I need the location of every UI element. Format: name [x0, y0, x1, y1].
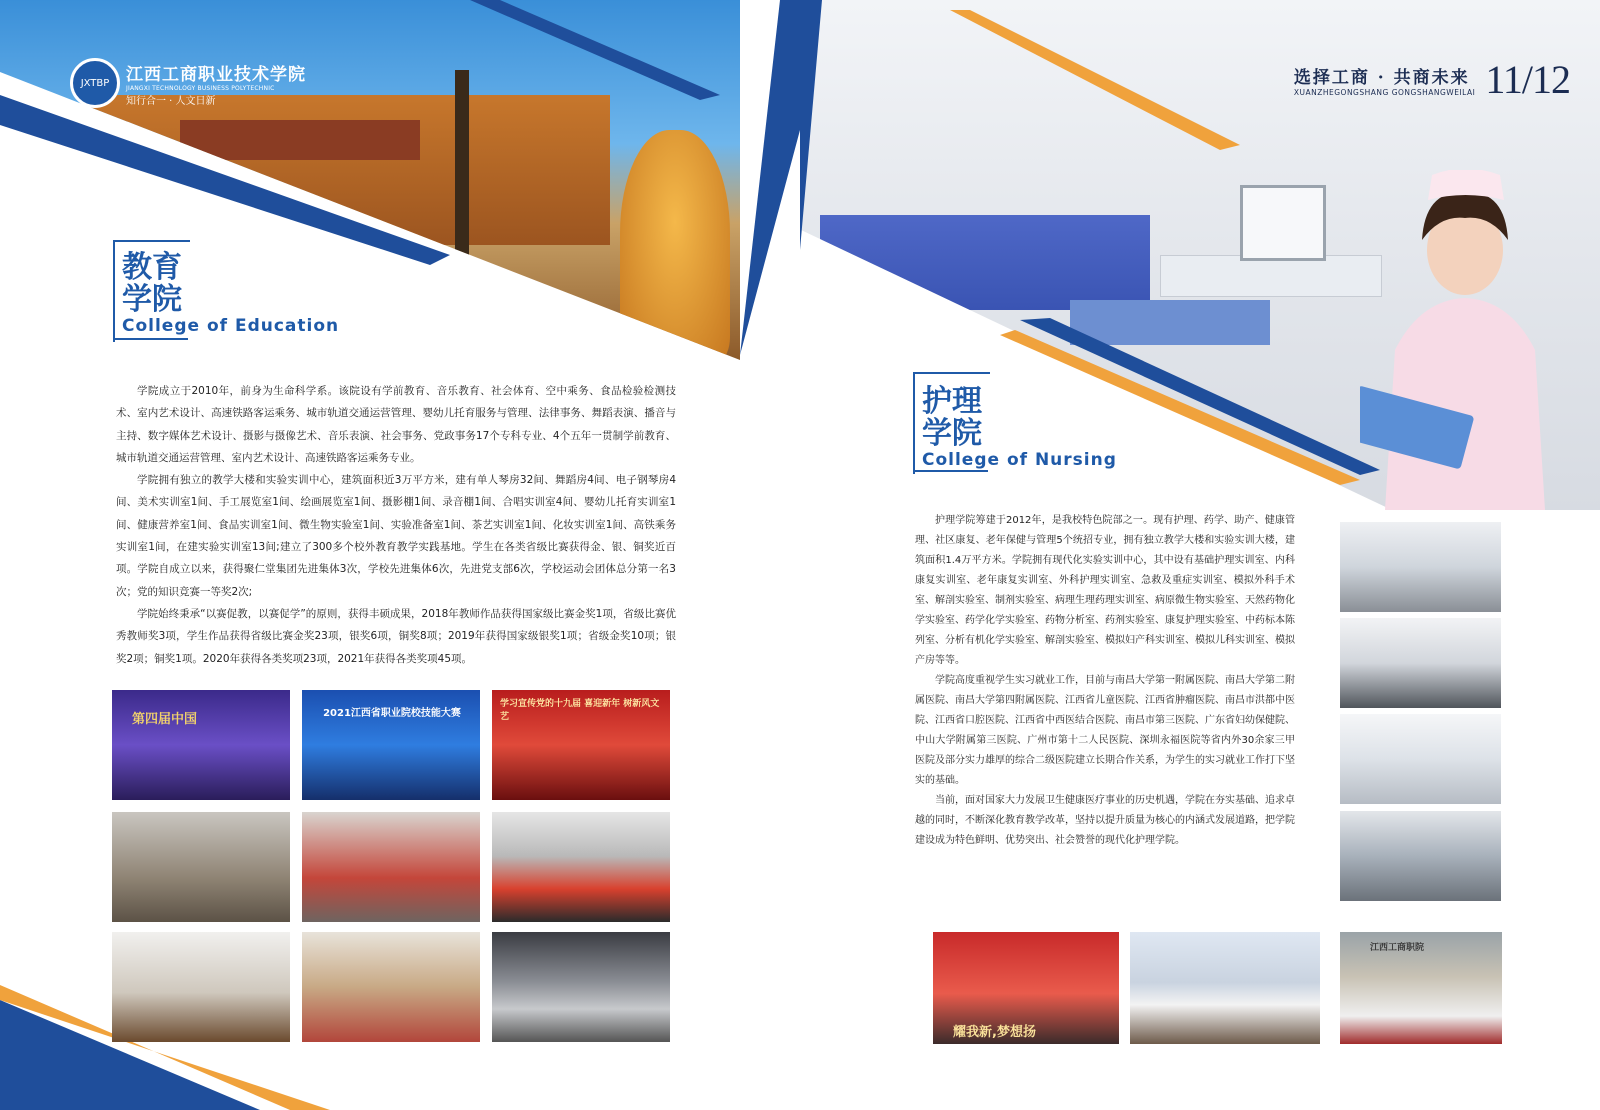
education-paragraph-2: 学院拥有独立的教学大楼和实验实训中心，建筑面积近3万平方米，建有单人琴房32间、舞蹈房4间、电子钢琴房4间、美术实训室1间、手工展览室1间、绘画展览室1间、摄影棚1间、录音棚1间、合唱实训室4间、婴幼儿托育实训室1间、健康营养室1间、食品实训室1间、微生物实验室1间、实验准备室1间、茶艺实训室1间、化妆实训室1间、高铁乘务实训室1间，在建实验实训室13间;建立了300多个校外教育教学实践基地。学生在各类省级比赛获得金、银、铜奖近百项。学院自成立以来，获得聚仁堂集团先进集体3次，学校先进集体6次，先进党支部6次，学校运动会团体总分第一名3次；党的知识竞赛一等奖2次; — [116, 474, 676, 598]
college-seal-icon: JXTBP — [70, 58, 120, 108]
education-title — [122, 252, 339, 336]
high-speed-rail-photo — [492, 932, 670, 1042]
campus-gate-photo — [1340, 932, 1502, 1044]
nursing-title-en: College of Nursing — [922, 450, 1117, 470]
education-paragraph-1: 学院成立于2010年，前身为生命科学系。该院设有学前教育、音乐教育、社会体育、空中乘务、食品检验检测技术、室内艺术设计、高速铁路客运乘务、城市轨道交通运营管理、婴幼儿托育服务与管理、法律事务、舞蹈表演、播音与主持、数字媒体艺术设计、摄影与摄像艺术、音乐表演、社会事务、党政事务17个专科专业、4个五年一贯制学前教育、城市轨道交通运营管理、室内艺术设计、高速铁路客运乘务专业。 — [116, 385, 676, 464]
new-year-event-caption: 耀我新,梦想扬 — [953, 1025, 1036, 1040]
title-underline — [113, 338, 188, 340]
college-logo — [70, 58, 306, 108]
page-numbers: 11/12 — [1485, 57, 1570, 102]
lab-photo-2 — [1340, 618, 1501, 708]
art-exhibition-photo — [112, 812, 290, 922]
right-dark-stripe — [800, 0, 822, 250]
nursing-competition-photo — [1130, 932, 1320, 1044]
education-paragraph-3: 学院始终秉承“以赛促教，以赛促学”的原则，获得丰硕成果，2018年教师作品获得国家级比赛金奖1项，省级比赛优秀教师奖3项，学生作品获得省级比赛金奖23项，银奖6项，铜奖8项；2019年获得国家级银奖1项；省级金奖10项；银奖2项；铜奖1项。2020年获得各类奖项23项，2021年获得各类奖项45项。 — [116, 607, 676, 665]
right-page — [800, 0, 1600, 1110]
nursing-title-line1: 护理 — [922, 384, 982, 419]
event-photo-3-caption: 学习宣传党的十九届 喜迎新年 树新风文艺 — [500, 699, 660, 722]
handicraft-photo — [302, 932, 480, 1042]
lab-photo-4 — [1340, 811, 1501, 901]
slogan: 选择工商 · 共商未来 — [1293, 67, 1470, 88]
left-dark-stripe — [740, 0, 800, 355]
event-photo-3 — [492, 690, 670, 800]
nursing-title — [922, 386, 1117, 470]
classroom-photo — [112, 932, 290, 1042]
top-dark-stripe — [470, 0, 720, 100]
event-photo-2 — [302, 690, 480, 800]
education-title-line1: 教育 — [122, 250, 182, 285]
nursing-paragraph-3: 当前，面对国家大力发展卫生健康医疗事业的历史机遇，学院在夯实基础、追求卓越的同时，不断深化教育教学改革，坚持以提升质量为核心的内涵式发展道路，把学院建设成为特色鲜明、优势突出、社会赞誉的现代化护理学院。 — [915, 795, 1295, 846]
nursing-description — [915, 511, 1295, 851]
slogan-pinyin: XUANZHEGONGSHANG GONGSHANGWEILAI — [1293, 87, 1476, 97]
new-year-event-photo — [933, 932, 1119, 1044]
left-inner-stripe — [0, 95, 450, 265]
lab-photo-1 — [1340, 522, 1501, 612]
college-motto: 知行合一 · 人文日新 — [126, 95, 216, 107]
nursing-paragraph-2: 学院高度重视学生实习就业工作，目前与南昌大学第一附属医院、南昌大学第二附属医院、南昌大学第四附属医院、江西省儿童医院、江西省肿瘤医院、南昌市洪都中医院、江西省口腔医院、江西省中西医结合医院、南昌市第三医院、广东省妇幼保健院、中山大学附属第三医院、广州市第十二人民医院、深圳永福医院等省内外30余家三甲医院及部分实力雄厚的综合二级医院建立长期合作关系，为学生的实习就业工作打下坚实的基础。 — [915, 675, 1295, 786]
choir-photo — [492, 812, 670, 922]
education-title-line2: 学院 — [122, 282, 182, 317]
event-photo-1 — [112, 690, 290, 800]
college-name-en: JIANGXI TECHNOLOGY BUSINESS POLYTECHNIC — [126, 84, 275, 92]
event-photo-1-caption: 第四届中国 — [132, 712, 198, 727]
college-name-cn: 江西工商职业技术学院 — [126, 64, 306, 85]
right-header — [1294, 56, 1570, 103]
right-orange-stripe-top — [950, 10, 1240, 150]
nursing-title-underline — [913, 470, 988, 472]
nursing-paragraph-1: 护理学院筹建于2012年，是我校特色院部之一。现有护理、药学、助产、健康管理、社区康复、老年保健与管理5个统招专业，拥有独立教学大楼和实验实训大楼，建筑面积1.4万平方米。学院拥有现代化实验实训中心，其中设有基础护理实训室、内科康复实训室、老年康复实训室、外科护理实训室、急救及重症实训室、模拟外科手术室、解剖实验室、制剂实验室、病理生理药理实训室、病原微生物实验室、天然药物化学实验室、药学化学实验室、药物分析室、药剂实验室、康复护理实验室、中药标本陈列室、分析有机化学实验室、解剖实验室、模拟妇产科实训室、模拟儿科实训室、模拟产房等等。 — [915, 515, 1295, 666]
lab-photo-3 — [1340, 714, 1501, 804]
event-photo-2-caption: 2021江西省职业院校技能大赛 — [323, 708, 461, 719]
education-description — [116, 380, 676, 670]
campus-gate-caption: 江西工商职院 — [1370, 943, 1425, 953]
nursing-title-line2: 学院 — [922, 416, 982, 451]
group-exhibition-photo — [302, 812, 480, 922]
education-title-en: College of Education — [122, 316, 340, 336]
